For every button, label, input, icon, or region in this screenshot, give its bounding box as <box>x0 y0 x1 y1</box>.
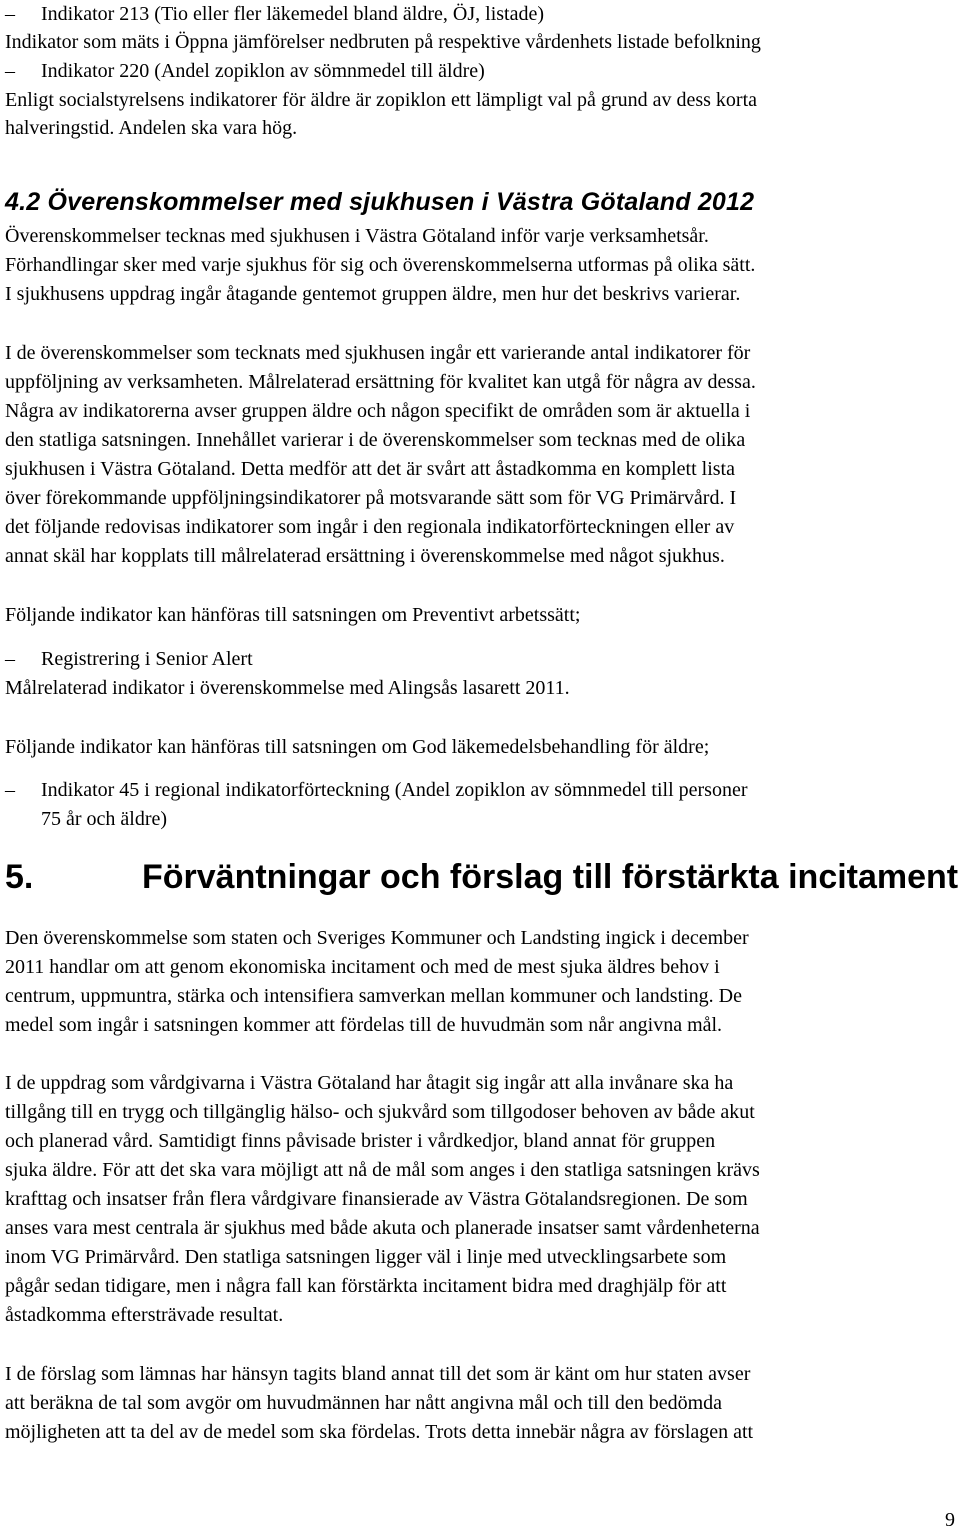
body-line: möjligheten att ta del av de medel som ska fördelas. Trots detta innebär några av förslagen att <box>5 1421 754 1443</box>
body-line: I de förslag som lämnas har hänsyn tagits bland annat till det som är känt om hur staten avser <box>5 1363 751 1385</box>
body-line: centrum, uppmuntra, stärka och intensifiera samverkan mellan kommuner och landsting. De <box>5 985 743 1007</box>
chapter-heading-5 <box>5 857 958 897</box>
body-line: den statliga satsningen. Innehållet varierar i de överenskommelser som tecknas med de olika <box>5 429 746 451</box>
body-line: Indikator som mäts i Öppna jämförelser nedbruten på respektive vårdenhets listade befolkning <box>5 31 761 53</box>
body-line: I de överenskommelser som tecknats med sjukhusen ingår ett varierande antal indikatorer för <box>5 342 751 364</box>
body-line: och planerad vård. Samtidigt finns påvisade brister i vårdkedjor, bland annat för gruppen <box>5 1130 716 1152</box>
chapter-number: 5. <box>5 858 34 896</box>
body-line: över förekommande uppföljningsindikatorer på motsvarande sätt som för VG Primärvård. I <box>5 487 737 509</box>
body-line: pågår sedan tidigare, men i några fall kan förstärkta incitament bidra med draghjälp för att <box>5 1275 727 1297</box>
dash-bullet: – <box>5 3 15 25</box>
body-line: åstadkomma eftersträvade resultat. <box>5 1304 284 1326</box>
body-line: I sjukhusens uppdrag ingår åtagande gentemot gruppen äldre, men hur det beskrivs varierar. <box>5 283 741 305</box>
body-line: halveringstid. Andelen ska vara hög. <box>5 117 298 139</box>
list-item-continuation: 75 år och äldre) <box>41 808 168 830</box>
body-line: det följande redovisas indikatorer som ingår i den regionala indikatorförteckningen eller av <box>5 516 735 538</box>
dash-bullet: – <box>5 648 15 670</box>
body-line: Följande indikator kan hänföras till satsningen om God läkemedelsbehandling för äldre; <box>5 736 710 758</box>
body-line: annat skäl har kopplats till målrelaterad ersättning i överenskommelse med något sjukhus. <box>5 545 725 567</box>
list-item: – Indikator 213 (Tio eller fler läkemedel bland äldre, ÖJ, listade) <box>5 0 544 29</box>
body-line: Enligt socialstyrelsens indikatorer för äldre är zopiklon ett lämpligt val på grund av dess korta <box>5 89 758 111</box>
list-item: – Indikator 220 (Andel zopiklon av sömnmedel till äldre) <box>5 57 485 86</box>
chapter-title: Förväntningar och förslag till förstärkta incitament <box>142 858 959 896</box>
body-line: Följande indikator kan hänföras till satsningen om Preventivt arbetssätt; <box>5 604 581 626</box>
body-line: I de uppdrag som vårdgivarna i Västra Götaland har åtagit sig ingår att alla invånare ska ha <box>5 1072 734 1094</box>
body-line: uppföljning av verksamheten. Målrelaterad ersättning för kvalitet kan utgå för några av dessa. <box>5 371 756 393</box>
body-line: Förhandlingar sker med varje sjukhus för sig och överenskommelserna utformas på olika sätt. <box>5 254 756 276</box>
body-line: Målrelaterad indikator i överenskommelse med Alingsås lasarett 2011. <box>5 677 570 699</box>
body-line: sjuka äldre. För att det ska vara möjligt att nå de mål som anges i den statliga satsningen krävs <box>5 1159 760 1181</box>
dash-bullet: – <box>5 60 15 82</box>
body-line: krafttag och insatser från flera vårdgivare finansierade av Västra Götalandsregionen. De som <box>5 1188 748 1210</box>
body-line: att beräkna de tal som avgör om huvudmännen har nått angivna mål och till den bedömda <box>5 1392 723 1414</box>
list-item: – Indikator 45 i regional indikatorförteckning (Andel zopiklon av sömnmedel till personer <box>5 776 747 805</box>
section-heading-4-2: 4.2 Överenskommelser med sjukhusen i Västra Götaland 2012 <box>5 188 755 216</box>
body-line: Den överenskommelse som staten och Sveriges Kommuner och Landsting ingick i december <box>5 927 749 949</box>
body-line: 2011 handlar om att genom ekonomiska incitament och med de mest sjuka äldres behov i <box>5 956 720 978</box>
body-line: sjukhusen i Västra Götaland. Detta medför att det är svårt att åstadkomma en komplett lista <box>5 458 735 480</box>
body-line: medel som ingår i satsningen kommer att fördelas till de huvudmän som når angivna mål. <box>5 1014 723 1036</box>
page-number: 9 <box>945 1509 955 1531</box>
dash-bullet: – <box>5 779 15 801</box>
body-line: anses vara mest centrala är sjukhus med både akuta och planerade insatser samt vårdenheterna <box>5 1217 760 1239</box>
list-item: – Registrering i Senior Alert <box>5 645 253 674</box>
body-line: Några av indikatorerna avser gruppen äldre och någon specifikt de områden som är aktuella i <box>5 400 751 422</box>
body-line: Överenskommelser tecknas med sjukhusen i Västra Götaland inför varje verksamhetsår. <box>5 225 709 247</box>
body-line: inom VG Primärvård. Den statliga satsningen ligger väl i linje med utvecklingsarbete som <box>5 1246 727 1268</box>
body-line: tillgång till en trygg och tillgänglig hälso- och sjukvård som tillgodoser behoven av både akut <box>5 1101 755 1123</box>
